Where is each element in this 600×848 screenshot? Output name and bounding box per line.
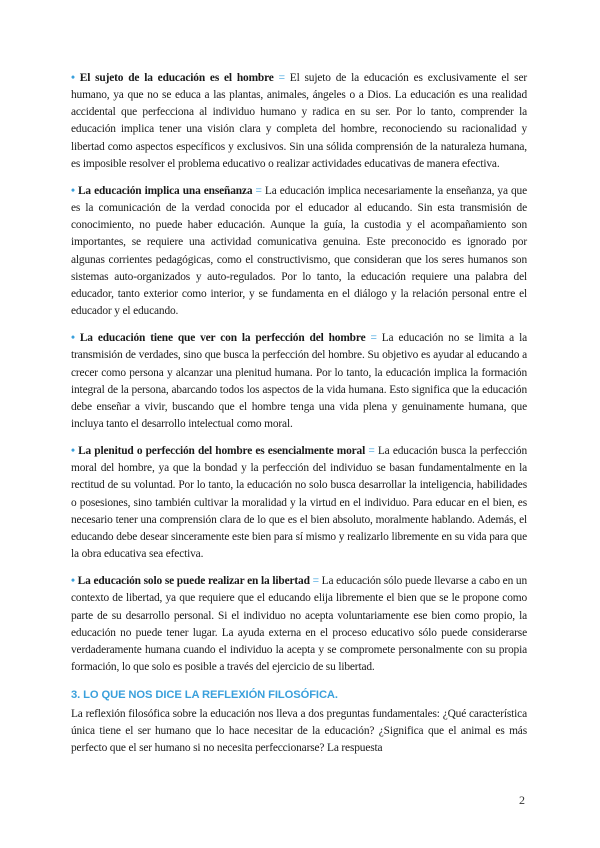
bullet-marker: • <box>71 332 75 345</box>
bullet-marker: • <box>71 445 75 458</box>
closing-paragraph: La reflexión filosófica sobre la educación nos lleva a dos preguntas fundamentales: ¿Qué característica única tiene el ser humano que lo hace necesitar de la educación? ¿Significa que el animal es más perfecto que el ser humano si no necesita perfeccionarse? La respuesta <box>71 708 527 755</box>
bullet-marker: • <box>71 72 75 84</box>
section-term: El sujeto de la educación es el hombre <box>79 72 274 84</box>
equals-sign: = <box>255 184 262 197</box>
equals-sign: = <box>370 332 377 345</box>
section-term: La educación tiene que ver con la perfección del hombre <box>79 332 366 345</box>
section-term: La educación solo se puede realizar en la libertad <box>77 575 310 588</box>
section-term: La plenitud o perfección del hombre es esencialmente moral <box>78 445 366 458</box>
section-paragraph <box>71 183 527 320</box>
page-number: 2 <box>519 793 525 807</box>
section-paragraph <box>71 70 527 173</box>
bullet-marker: • <box>71 184 75 197</box>
section-text: El sujeto de la educación es exclusivamente el ser humano, ya que no se educa a las plantas, animales, ángeles o a Dios. La educación es una realidad accidental que perfecciona al individuo humano y radica en su ser. Por lo tanto, comprender la educación implica tener una visión clara y completa del hombre, reconociendo su racionalidad y libertad como aspectos específicos y exclusivos. Sin una sólida comprensión de la naturaleza humana, es imposible resolver el problema educativo o realizar actividades educativas de manera efectiva. <box>71 72 527 170</box>
equals-sign: = <box>368 445 375 458</box>
page-content <box>71 70 527 768</box>
section-text: La educación sólo puede llevarse a cabo en un contexto de libertad, ya que requiere que el educando elija libremente el bien que se le propone como parte de su desarrollo personal. Si el individuo no acepta voluntariamente ese bien como propio, la educación no puede tener lugar. La ayuda externa en el proceso educativo sólo puede considerarse verdaderamente humana cuando el individuo la acepta y se compromete personalmente con su propia formación, lo que solo es posible a través del ejercicio de su libertad. <box>71 575 528 673</box>
equals-sign: = <box>312 575 319 588</box>
section-paragraph <box>71 330 527 433</box>
section-text: La educación no se limita a la transmisión de verdades, sino que busca la perfección del hombre. Su objetivo es ayudar al educando a crecer como persona y alcanzar una plenitud humana. Por lo tanto, la educación implica la formación integral de la persona, abarcando todos los aspectos de la vida humana. Esto significa que la educación debe enseñar a vivir, buscando que el hombre tenga una vida plena y genuinamente humana, que incluya tanto el desarrollo intelectual como moral. <box>71 332 528 430</box>
section-heading: 3. LO QUE NOS DICE LA REFLEXIÓN FILOSÓFICA. <box>71 689 338 702</box>
section-term: La educación implica una enseñanza <box>77 184 253 197</box>
section-paragraph <box>71 573 527 676</box>
section-text: La educación implica necesariamente la enseñanza, ya que es la comunicación de la verdad conocida por el educador al educando. Sin esta transmisión de conocimiento, no puede haber educación. Aunque la guía, la custodia y el acompañamiento son importantes, se requiere una actividad comunicativa genuina. Este preconocido es ignorado por algunas corrientes pedagógicas, como el constructivismo, que consideran que los seres humanos son sistemas auto-organizados y auto-regulados. Por lo tanto, la educación requiere una palabra del educador, tanto exterior como interior, y se fundamenta en el diálogo y la relación personal entre el educador y el educando. <box>71 184 527 318</box>
section-text: La educación busca la perfección moral del hombre, ya que la bondad y la perfección del individuo se basan fundamentalmente en la rectitud de su voluntad. Por lo tanto, la educación no solo busca desarrollar la inteligencia, habilidades o posesiones, sino también cultivar la moralidad y la virtud en el individuo. Para educar en el bien, es necesario tener una comprensión clara de lo que es el bien absoluto, moralmente hablando. Además, el educando debe desear sinceramente este bien para sí mismo y realizarlo libremente en su vida para que la obra educativa sea efectiva. <box>71 445 527 561</box>
bullet-marker: • <box>71 575 75 588</box>
equals-sign: = <box>278 72 285 84</box>
section-paragraph <box>71 443 527 563</box>
